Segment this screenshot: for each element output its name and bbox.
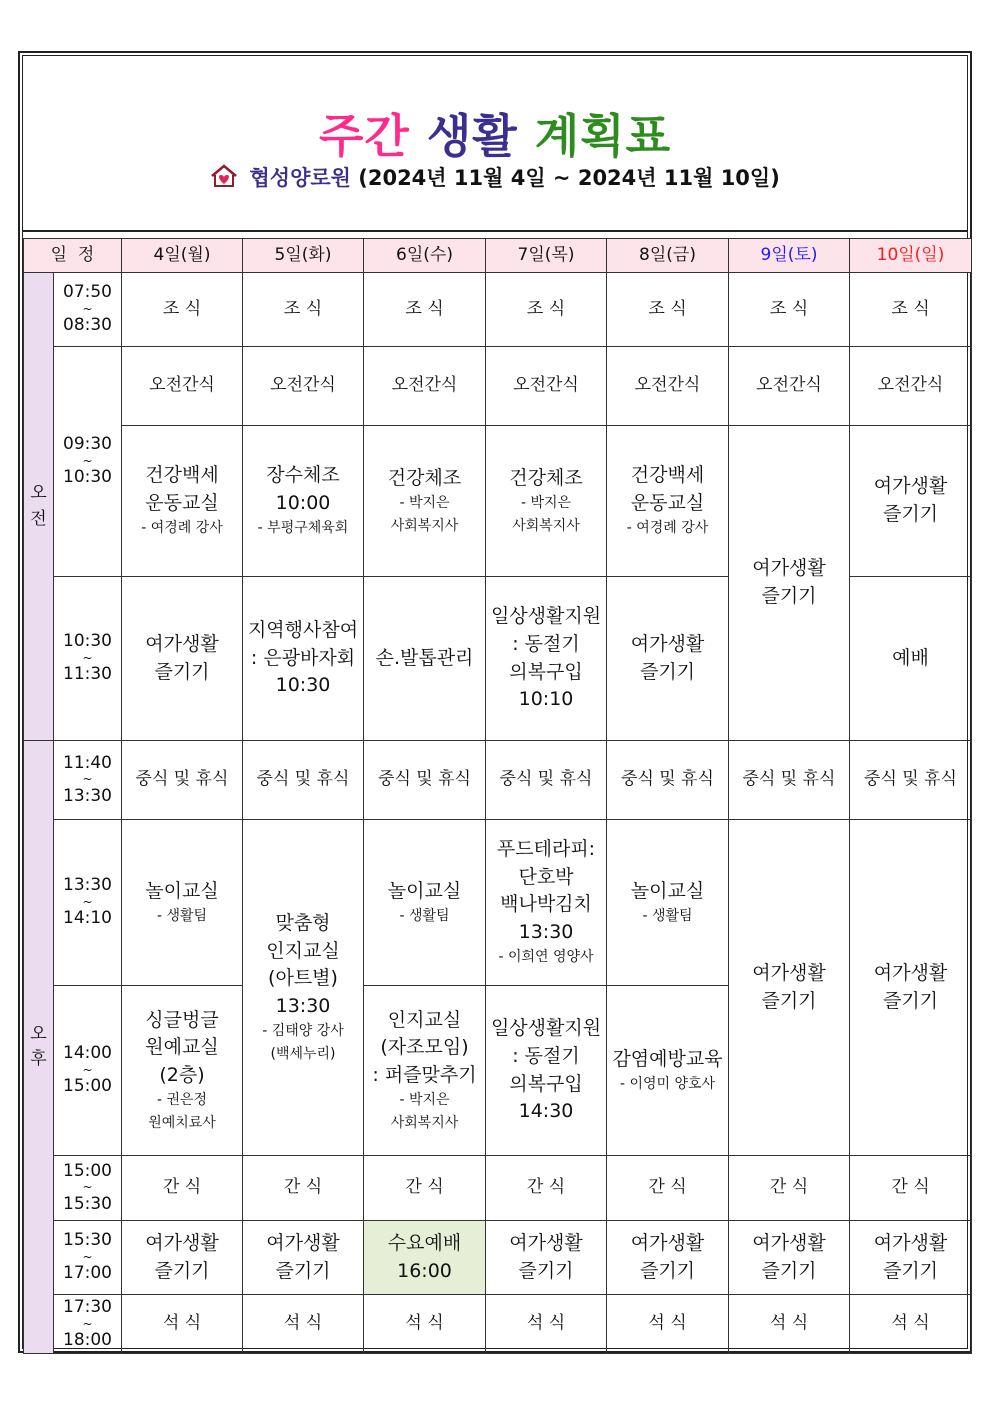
cell-am-snack: 오전간식 (607, 347, 729, 426)
header-mon: 4일(월) (122, 239, 243, 273)
cell-snack: 간 식 (486, 1156, 607, 1221)
cell-breakfast: 조 식 (607, 273, 729, 347)
period-am: 오 전 (24, 273, 54, 741)
time-slot: 17:30 ~ 18:00 (54, 1295, 122, 1354)
cell-fri-am2-leisure: 여가생활 즐기기 (607, 577, 729, 741)
cell-lunch: 중식 및 휴식 (364, 741, 486, 820)
time-slot: 15:00 ~ 15:30 (54, 1156, 122, 1221)
title-part3: 계획표 (534, 109, 672, 163)
cell-lunch: 중식 및 휴식 (243, 741, 364, 820)
time-slot: 13:30 ~ 14:10 (54, 820, 122, 986)
time-slot: 10:30 ~ 11:30 (54, 577, 122, 741)
row-lunch (24, 741, 972, 820)
cell-snack: 간 식 (850, 1156, 972, 1221)
schedule-inner (22, 55, 968, 1349)
header-thu: 7일(목) (486, 239, 607, 273)
cell-dinner: 석 식 (364, 1295, 486, 1354)
title-part1: 주간 (318, 109, 410, 163)
cell-am-snack: 오전간식 (850, 347, 972, 426)
cell-leisure: 여가생활 즐기기 (607, 1221, 729, 1295)
org-name: 협성양로원 (249, 166, 351, 190)
cell-leisure: 여가생활 즐기기 (850, 1221, 972, 1295)
cell-snack: 간 식 (243, 1156, 364, 1221)
cell-wed-pm1: 놀이교실 - 생활팀 (364, 820, 486, 986)
title-part2: 생활 (426, 109, 518, 163)
row-am-snack (24, 347, 972, 426)
row-snack (24, 1156, 972, 1221)
row-dinner (24, 1295, 972, 1354)
time-slot: 07:50 ~ 08:30 (54, 273, 122, 347)
header-row (24, 239, 972, 273)
cell-lunch: 중식 및 휴식 (850, 741, 972, 820)
schedule-frame (18, 51, 972, 1353)
schedule-table (23, 238, 972, 1354)
row-am-activity-1 (24, 426, 972, 577)
period-pm: 오 후 (24, 741, 54, 1354)
cell-breakfast: 조 식 (364, 273, 486, 347)
cell-mon-am2-leisure: 여가생활 즐기기 (122, 577, 243, 741)
time-slot: 14:00 ~ 15:00 (54, 986, 122, 1156)
header-fri: 8일(금) (607, 239, 729, 273)
cell-breakfast: 조 식 (243, 273, 364, 347)
cell-leisure: 여가생활 즐기기 (243, 1221, 364, 1295)
cell-leisure: 여가생활 즐기기 (486, 1221, 607, 1295)
page-subtitle (23, 162, 967, 192)
cell-fri-pm2: 감염예방교육 - 이영미 양호사 (607, 986, 729, 1156)
cell-snack: 간 식 (364, 1156, 486, 1221)
cell-thu-am1: 건강체조 - 박지은 사회복지사 (486, 426, 607, 577)
cell-fri-pm1: 놀이교실 - 생활팀 (607, 820, 729, 986)
row-evening-leisure (24, 1221, 972, 1295)
cell-dinner: 석 식 (243, 1295, 364, 1354)
cell-thu-pm2: 일상생활지원 : 동절기 의복구입 14:30 (486, 986, 607, 1156)
cell-leisure: 여가생활 즐기기 (729, 1221, 850, 1295)
cell-tue-am1: 장수체조 10:00 - 부평구체육회 (243, 426, 364, 577)
cell-snack: 간 식 (607, 1156, 729, 1221)
time-slot: 11:40 ~ 13:30 (54, 741, 122, 820)
cell-dinner: 석 식 (729, 1295, 850, 1354)
header-wed: 6일(수) (364, 239, 486, 273)
header-sun: 10일(일) (850, 239, 972, 273)
cell-breakfast: 조 식 (486, 273, 607, 347)
cell-am-snack: 오전간식 (364, 347, 486, 426)
cell-snack: 간 식 (122, 1156, 243, 1221)
page-header (23, 56, 967, 232)
cell-breakfast: 조 식 (850, 273, 972, 347)
row-breakfast (24, 273, 972, 347)
cell-lunch: 중식 및 휴식 (729, 741, 850, 820)
cell-mon-pm2: 싱글벙글 원예교실 (2층) - 권은정 원예치료사 (122, 986, 243, 1156)
page-title (23, 100, 967, 166)
cell-lunch: 중식 및 휴식 (607, 741, 729, 820)
cell-sat-pm-leisure: 여가생활 즐기기 (729, 820, 850, 1156)
cell-am-snack: 오전간식 (122, 347, 243, 426)
cell-lunch: 중식 및 휴식 (122, 741, 243, 820)
cell-thu-am2: 일상생활지원 : 동절기 의복구입 10:10 (486, 577, 607, 741)
cell-sat-am-leisure: 여가생활 즐기기 (729, 426, 850, 741)
cell-thu-pm1: 푸드테라피: 단호박 백나박김치 13:30 - 이희연 영양사 (486, 820, 607, 986)
cell-tue-am2: 지역행사참여 : 은광바자회 10:30 (243, 577, 364, 741)
cell-am-snack: 오전간식 (486, 347, 607, 426)
cell-dinner: 석 식 (607, 1295, 729, 1354)
cell-lunch: 중식 및 휴식 (486, 741, 607, 820)
cell-mon-am1: 건강백세 운동교실 - 여경례 강사 (122, 426, 243, 577)
cell-wed-am1: 건강체조 - 박지은 사회복지사 (364, 426, 486, 577)
cell-am-snack: 오전간식 (243, 347, 364, 426)
cell-snack: 간 식 (729, 1156, 850, 1221)
cell-sun-am2: 예배 (850, 577, 972, 741)
cell-sun-pm-leisure: 여가생활 즐기기 (850, 820, 972, 1156)
cell-mon-pm1: 놀이교실 - 생활팀 (122, 820, 243, 986)
cell-fri-am1: 건강백세 운동교실 - 여경례 강사 (607, 426, 729, 577)
time-slot: 15:30 ~ 17:00 (54, 1221, 122, 1295)
cell-breakfast: 조 식 (729, 273, 850, 347)
cell-leisure: 여가생활 즐기기 (122, 1221, 243, 1295)
schedule-period: (2024년 11월 4일 ~ 2024년 11월 10일) (358, 166, 780, 190)
cell-wed-am2: 손.발톱관리 (364, 577, 486, 741)
time-slot: 09:30 ~ 10:30 (54, 347, 122, 577)
header-tue: 5일(화) (243, 239, 364, 273)
cell-dinner: 석 식 (122, 1295, 243, 1354)
cell-tue-pm: 맞춤형 인지교실 (아트별) 13:30 - 김태양 강사 (백세누리) (243, 820, 364, 1156)
cell-wed-pm2: 인지교실 (자조모임) : 퍼즐맞추기 - 박지은 사회복지사 (364, 986, 486, 1156)
cell-am-snack: 오전간식 (729, 347, 850, 426)
cell-wed-worship: 수요예배 16:00 (364, 1221, 486, 1295)
house-heart-icon (210, 164, 238, 188)
cell-breakfast: 조 식 (122, 273, 243, 347)
cell-dinner: 석 식 (486, 1295, 607, 1354)
cell-dinner: 석 식 (850, 1295, 972, 1354)
header-schedule: 일 정 (24, 239, 122, 273)
row-pm-activity-1 (24, 820, 972, 986)
cell-sun-am1-leisure: 여가생활 즐기기 (850, 426, 972, 577)
header-sat: 9일(토) (729, 239, 850, 273)
